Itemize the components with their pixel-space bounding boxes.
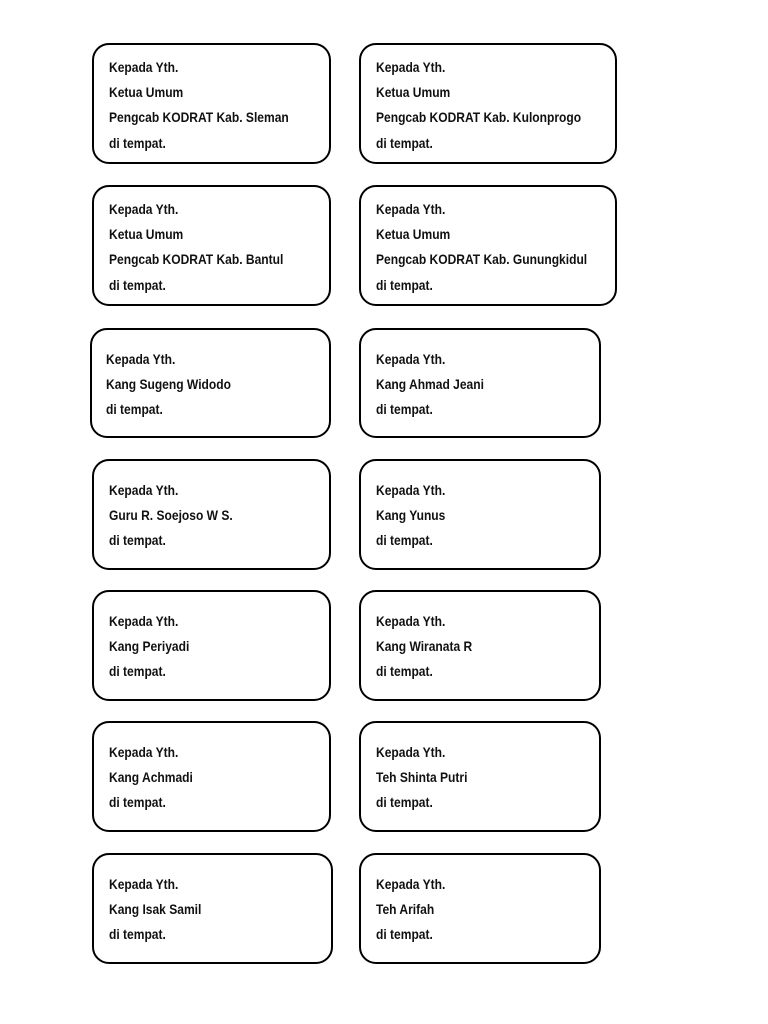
place-line: di tempat. xyxy=(106,401,163,417)
place-line: di tempat. xyxy=(109,663,166,679)
place-line: di tempat. xyxy=(376,532,433,548)
salutation-line: Kepada Yth. xyxy=(376,351,446,367)
salutation-line: Kepada Yth. xyxy=(109,482,179,498)
recipient-line: Ketua Umum xyxy=(109,84,184,100)
address-label xyxy=(92,43,331,164)
recipient-line: Kang Isak Samil xyxy=(109,901,202,917)
recipient-line: Kang Sugeng Widodo xyxy=(106,376,231,392)
recipient-line: Teh Arifah xyxy=(376,901,435,917)
recipient-line: Kang Periyadi xyxy=(109,638,190,654)
recipient-line: Guru R. Soejoso W S. xyxy=(109,507,233,523)
recipient-line: Ketua Umum xyxy=(109,226,184,242)
address-label xyxy=(92,459,331,570)
address-label xyxy=(359,590,601,701)
recipient-line: Kang Wiranata R xyxy=(376,638,473,654)
place-line: di tempat. xyxy=(376,663,433,679)
salutation-line: Kepada Yth. xyxy=(376,59,446,75)
address-label xyxy=(359,185,617,306)
place-line: di tempat. xyxy=(376,277,433,293)
address-label xyxy=(90,328,331,438)
place-line: di tempat. xyxy=(376,401,433,417)
place-line: di tempat. xyxy=(109,532,166,548)
salutation-line: Kepada Yth. xyxy=(376,613,446,629)
address-label xyxy=(359,43,617,164)
salutation-line: Kepada Yth. xyxy=(109,613,179,629)
place-line: di tempat. xyxy=(109,794,166,810)
recipient-line: Pengcab KODRAT Kab. Bantul xyxy=(109,251,284,267)
place-line: di tempat. xyxy=(376,794,433,810)
recipient-line: Teh Shinta Putri xyxy=(376,769,468,785)
salutation-line: Kepada Yth. xyxy=(109,201,179,217)
salutation-line: Kepada Yth. xyxy=(376,744,446,760)
recipient-line: Ketua Umum xyxy=(376,226,451,242)
recipient-line: Pengcab KODRAT Kab. Gunungkidul xyxy=(376,251,588,267)
place-line: di tempat. xyxy=(376,926,433,942)
place-line: di tempat. xyxy=(376,135,433,151)
salutation-line: Kepada Yth. xyxy=(376,482,446,498)
recipient-line: Pengcab KODRAT Kab. Kulonprogo xyxy=(376,109,582,125)
salutation-line: Kepada Yth. xyxy=(376,201,446,217)
salutation-line: Kepada Yth. xyxy=(109,59,179,75)
address-label xyxy=(92,853,333,964)
salutation-line: Kepada Yth. xyxy=(109,876,179,892)
place-line: di tempat. xyxy=(109,277,166,293)
recipient-line: Kang Yunus xyxy=(376,507,446,523)
recipient-line: Kang Ahmad Jeani xyxy=(376,376,484,392)
address-label xyxy=(359,459,601,570)
salutation-line: Kepada Yth. xyxy=(109,744,179,760)
place-line: di tempat. xyxy=(109,135,166,151)
recipient-line: Ketua Umum xyxy=(376,84,451,100)
recipient-line: Pengcab KODRAT Kab. Sleman xyxy=(109,109,289,125)
salutation-line: Kepada Yth. xyxy=(376,876,446,892)
salutation-line: Kepada Yth. xyxy=(106,351,176,367)
address-label xyxy=(92,185,331,306)
address-label xyxy=(359,328,601,438)
place-line: di tempat. xyxy=(109,926,166,942)
address-label xyxy=(359,853,601,964)
address-label xyxy=(359,721,601,832)
address-label xyxy=(92,590,331,701)
address-label xyxy=(92,721,331,832)
recipient-line: Kang Achmadi xyxy=(109,769,193,785)
